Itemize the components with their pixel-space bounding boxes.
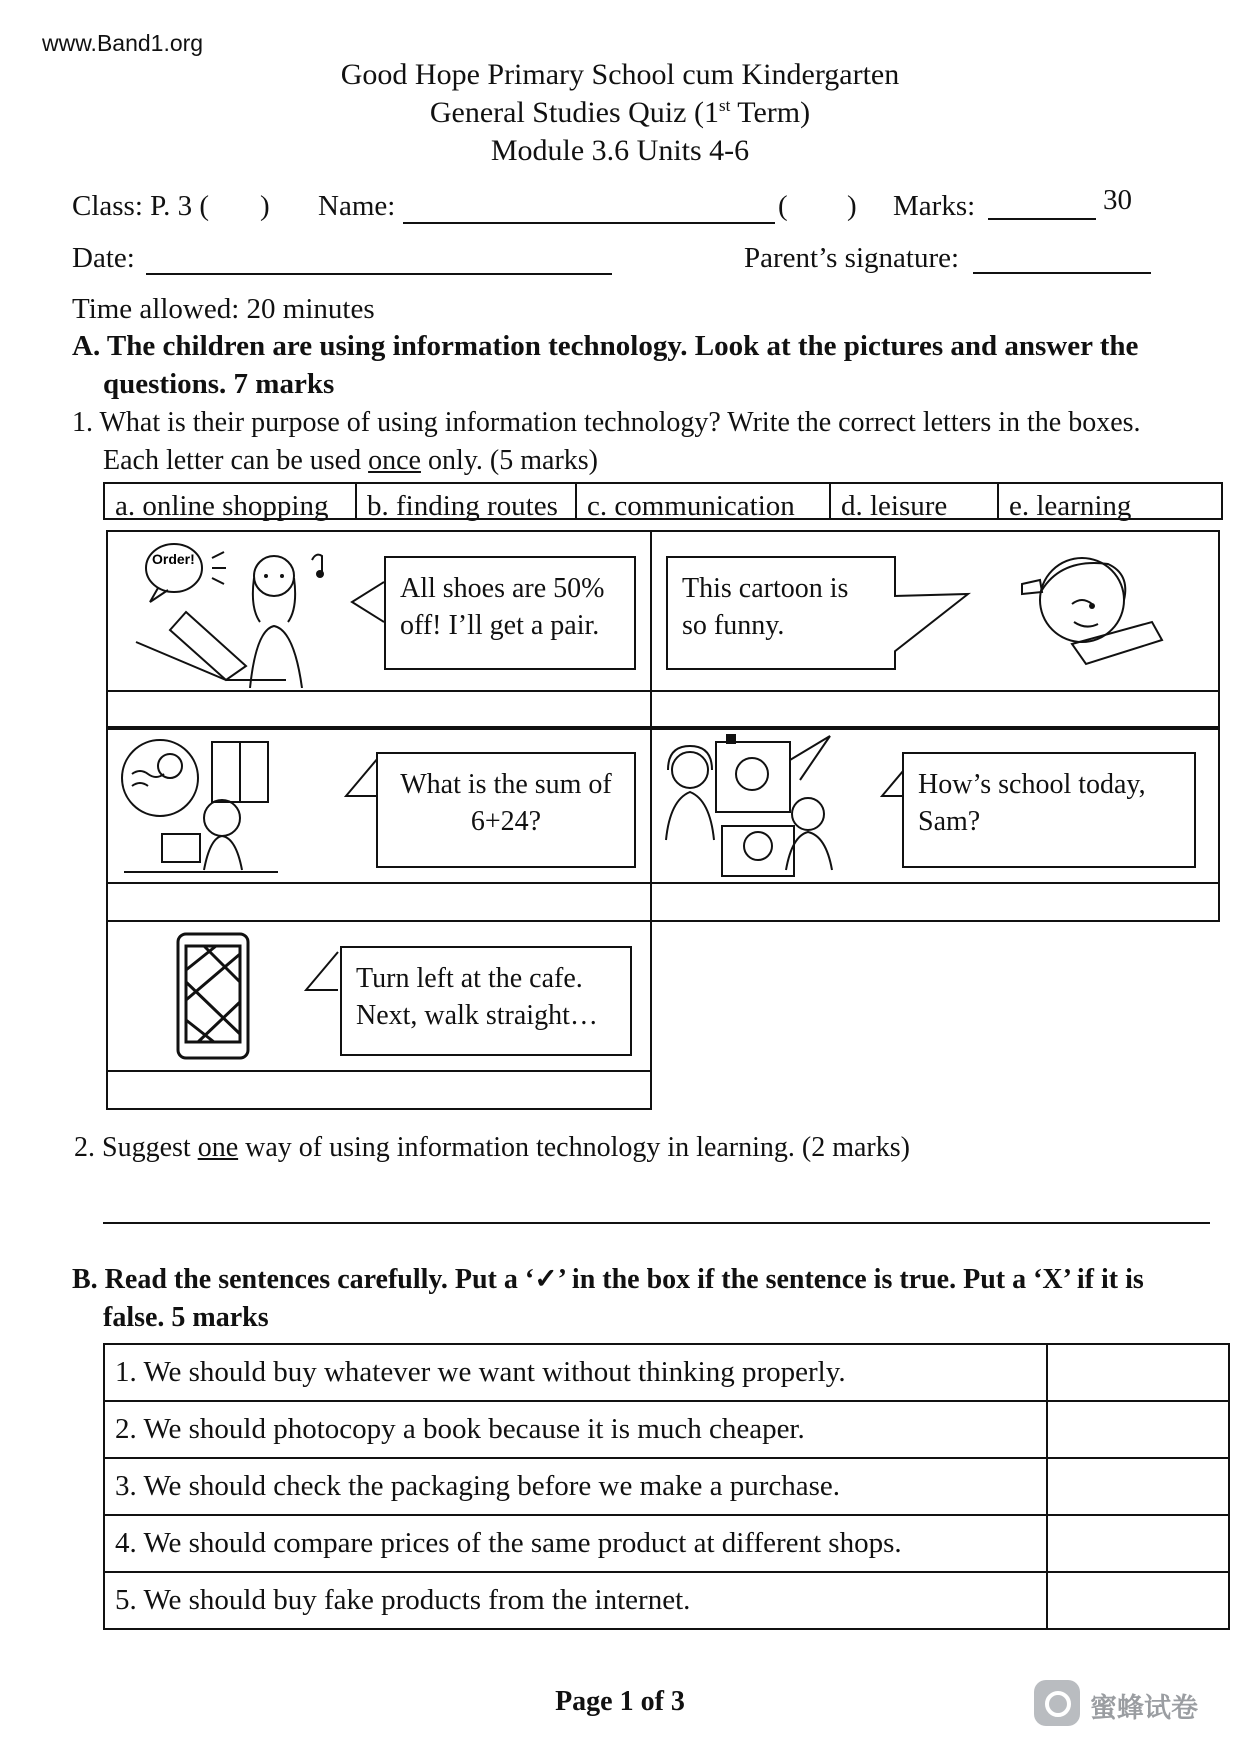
q2-answer-line[interactable] [103,1222,1210,1224]
picture-shopping [106,530,652,692]
answer-box-4[interactable] [650,882,1220,922]
answer-box-b2[interactable] [1047,1401,1229,1458]
phone-map-icon [174,930,254,1064]
boy-tablet-illustration [1012,544,1172,674]
number-close: ) [847,190,857,222]
answer-box-b3[interactable] [1047,1458,1229,1515]
picture-cartoon [650,530,1220,692]
option-a: a. online shopping [105,484,357,518]
option-e: e. learning [1009,490,1132,522]
answer-box-3[interactable] [106,882,652,922]
true-false-table [103,1343,1230,1630]
name-label: Name: [318,190,396,222]
statement-3: 3. We should check the packaging before we make a purchase. [104,1458,1047,1515]
quiz-title-sup: st [718,96,731,115]
watermark-url: www.Band1.org [42,30,204,56]
table-row [104,1458,1229,1515]
picture-route [106,920,652,1072]
bubble-sum-line2: 6+24? [470,806,542,837]
bubble-cartoon-line1: This cartoon is [682,573,849,604]
statement-1: 1. We should buy whatever we want without thinking properly. [104,1344,1047,1401]
q1-line-1: 1. What is their purpose of using information technology? Write the correct letters in the boxes. [72,407,1141,438]
section-a-heading-2: questions. 7 marks [103,368,335,400]
bubble-cartoon [666,556,896,670]
school-name: Good Hope Primary School cum Kindergarten [340,58,900,91]
class-label: Class: P. 3 ( [72,190,209,222]
online-class-illustration [118,738,288,878]
bubble-shopping-line2: off! I’ll get a pair. [400,610,600,641]
bubble-tail-sum [344,756,380,800]
statement-4: 4. We should compare prices of the same product at different shops. [104,1515,1047,1572]
bubble-cartoon-line2: so funny. [682,610,785,641]
table-row [104,1344,1229,1401]
bubble-route [340,946,632,1056]
bubble-shopping-line1: All shoes are 50% [400,573,605,604]
answer-box-5[interactable] [106,1070,652,1110]
bubble-tail-shopping [350,580,386,624]
date-label: Date: [72,242,135,274]
bubble-route-line2: Next, walk straight… [356,1000,598,1031]
girl-laptop-illustration [126,538,376,688]
brand-name: 蜜蜂试卷 [1090,1693,1198,1723]
marks-label: Marks: [893,190,976,222]
date-field[interactable] [146,273,612,275]
q2-pre: 2. Suggest [74,1132,198,1163]
quiz-title-pre: General Studies Quiz (1 [429,96,719,129]
bubble-route-line1: Turn left at the cafe. [356,963,583,994]
order-text: Order! [152,551,195,567]
answer-box-b5[interactable] [1047,1572,1229,1629]
name-field[interactable] [403,222,775,224]
brand-logo-icon [1034,1680,1080,1726]
section-b-heading-2: false. 5 marks [103,1302,269,1333]
picture-learning [106,728,652,884]
section-a-heading: A. The children are using information technology. Look at the pictures and answer the [72,330,1139,362]
section-b-heading: B. Read the sentences carefully. Put a ‘✓’ in the box if the sentence is true. Put a ‘X’ if it is [72,1264,1144,1295]
q2-one: one [197,1132,239,1163]
parent-signature-field[interactable] [973,272,1151,274]
bubble-school-line1: How’s school today, [918,769,1146,800]
answer-box-1[interactable] [106,690,652,728]
answer-box-2[interactable] [650,690,1220,728]
bubble-sum [376,752,636,868]
bubble-tail-route [304,950,340,994]
bubble-school [902,752,1196,868]
table-row [104,1401,1229,1458]
option-c: c. communication [577,484,831,518]
page-number: Page 1 of 3 [555,1686,685,1717]
option-d: d. leisure [831,484,999,518]
q1-line-2 [103,445,598,477]
table-row [104,1572,1229,1629]
picture-communication [650,728,1220,884]
quiz-title-post: Term) [730,96,811,129]
video-call-illustration [660,730,840,880]
statement-5: 5. We should buy fake products from the internet. [104,1572,1047,1629]
statement-2: 2. We should photocopy a book because it is much cheaper. [104,1401,1047,1458]
marks-total: 30 [1103,184,1132,216]
q1-line-2-pre: Each letter can be used [103,445,369,476]
marks-field[interactable] [988,218,1096,220]
answer-box-b1[interactable] [1047,1344,1229,1401]
quiz-title [0,96,1240,130]
parent-signature-label: Parent’s signature: [744,242,960,274]
class-close: ) [260,190,270,222]
time-allowed: Time allowed: 20 minutes [72,293,375,325]
bubble-shopping [384,556,636,670]
number-open: ( [778,190,788,222]
module-title: Module 3.6 Units 4-6 [490,134,750,167]
option-b: b. finding routes [357,484,577,518]
bubble-tail-cartoon [894,588,974,658]
q1-line-2-post: only. (5 marks) [420,445,598,476]
options-table [103,482,1223,520]
q1-line-2-once: once [368,445,421,476]
bubble-sum-line1: What is the sum of [400,769,612,800]
q2-post: way of using information technology in learning. (2 marks) [238,1132,910,1163]
q2-text [74,1132,910,1164]
answer-box-b4[interactable] [1047,1515,1229,1572]
table-row [104,1515,1229,1572]
bubble-school-line2: Sam? [918,806,981,837]
